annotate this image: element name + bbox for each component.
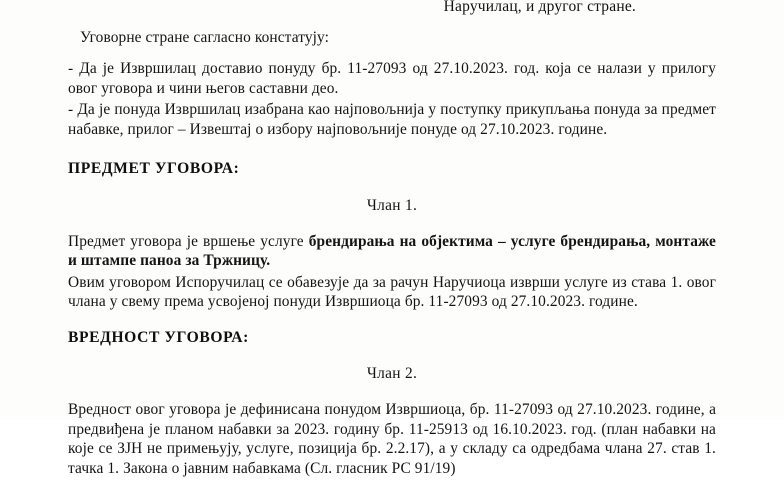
document-body <box>68 0 716 480</box>
section-heading-value: ВРЕДНОСТ УГОВОРА: <box>68 328 249 346</box>
value-paragraph-1: Вредност овог уговора је дефинисана понудом Извршиоца, бр. 11-27093 од 27.10.2023. године, а предвиђена је планом набавки за 2023. годину бр. 11-25913 од 16.10.2023. год. (план набавки на које се ЗЈН не примењују, услуге, позиција бр. 2.2.17), а у складу са одредбама члана 27. став 1. тачка 1. Закона о јавним набавкама (Сл. гласник РС 91/19) <box>68 401 716 477</box>
subject-paragraph-1-prefix: Предмет уговора је вршење услуге <box>68 232 309 250</box>
bullet-item-1: - Да је Извршилац доставио понуду бр. 11-27093 од 27.10.2023. год. која се налази у прилогу овог уговора и чини његов саставни део. <box>68 60 716 97</box>
subject-paragraph-1 <box>68 232 716 271</box>
top-fragment-text: Наручилац, и другог стране. <box>443 0 636 15</box>
section-heading-subject: ПРЕДМЕТ УГОВОРА: <box>68 160 240 178</box>
article-label-1: Члан 1. <box>366 196 418 214</box>
intro-paragraph: Уговорне стране сагласно констатују: <box>80 29 329 46</box>
subject-paragraph-2: Овим уговором Испоручилац се обавезује да за рачун Наручиоца изврши услуге из става 1. овог члана у свему према усвојеној понуди Извршиоца бр. 11-27093 од 27.10.2023. године. <box>68 273 716 311</box>
article-label-2: Члан 2. <box>366 365 418 383</box>
subject-paragraph-1-bold: брендирања на објектима – услуге брендирања, монтаже и штампе паноа за Тржницу. <box>68 232 716 270</box>
bullet-item-2: - Да је понуда Извршилац изабрана као најповољнија у поступку прикупљања понуда за предмет набавке, прилог – Извештај о избору најповољније понуде од 27.10.2023. године. <box>68 101 716 138</box>
